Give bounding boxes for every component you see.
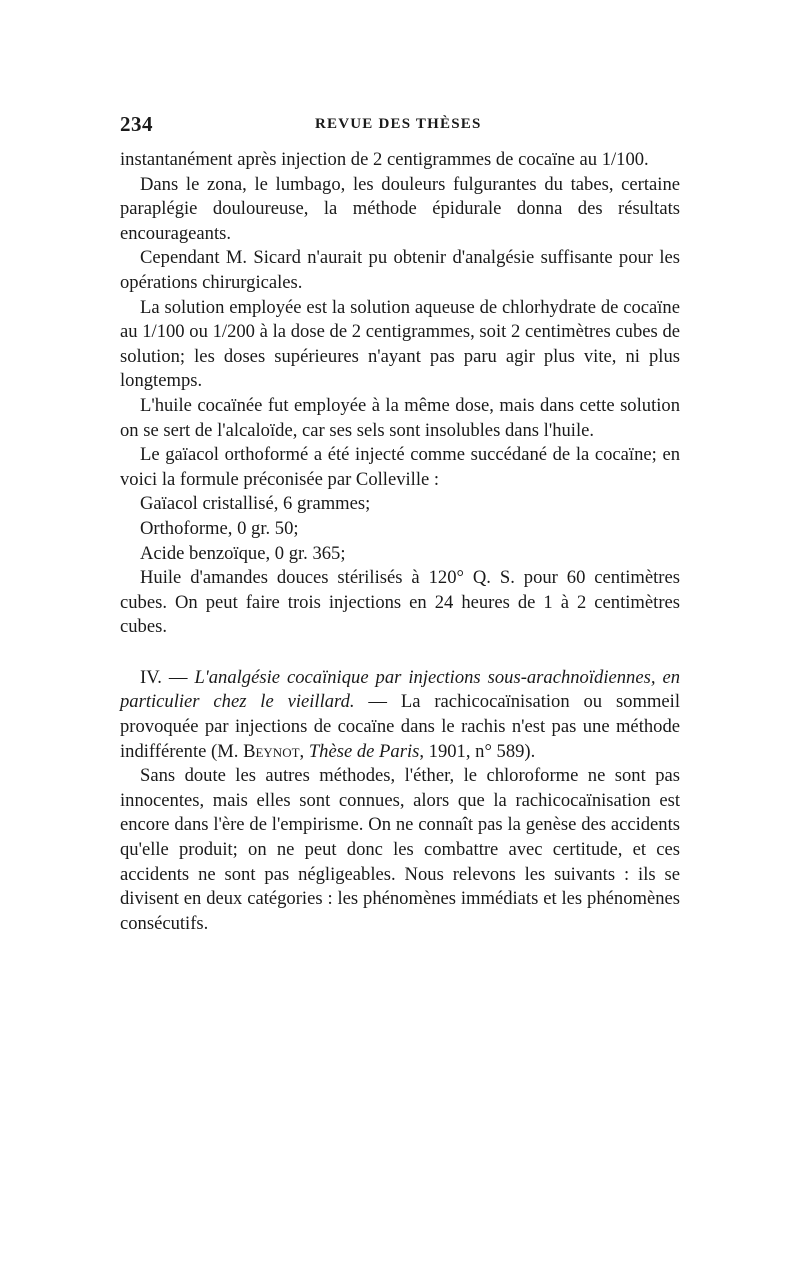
paragraph-cocaine-oil: L'huile cocaïnée fut employée à la même dose, mais dans cette solution on se sert de l'alcaloïde, car ses sels sont insolubles dans l'huile.	[120, 394, 680, 441]
paragraph-gaiacol: Le gaïacol orthoformé a été injecté comme succédané de la cocaïne; en voici la formule préconisée par Colleville :	[120, 444, 680, 490]
citation-thesis: Thèse de Paris	[308, 740, 420, 762]
page-number: 234	[120, 112, 153, 136]
section-dash: —	[368, 691, 388, 713]
section-gap	[120, 640, 680, 666]
paragraph-solution: La solution employée est la solution aqueuse de chlorhydrate de cocaïne au 1/100 ou 1/200 à la dose de 2 centigrammes, soit 2 centimètres cubes de solution; les doses supérieures n'ayant pas paru agir plus vite, ni plus longtemps.	[120, 296, 680, 392]
paragraph-sicard: Cependant M. Sicard n'aurait pu obtenir d'analgésie suffisante pour les opérations chirurgicales.	[120, 247, 680, 293]
book-page	[120, 112, 680, 936]
formula-line: Acide benzoïque, 0 gr. 365;	[140, 542, 346, 564]
formula-line: Gaïacol cristallisé, 6 grammes;	[140, 493, 371, 515]
citation-author: Beynot	[243, 740, 300, 762]
page-header	[120, 112, 680, 142]
paragraph-accidents: Sans doute les autres méthodes, l'éther, le chloroforme ne sont pas innocentes, mais elles sont connues, alors que la rachicocaïnisation est encore dans l'ère de l'empirisme. On ne connaît pas la genèse des accidents qu'elle produit; on ne peut donc les combattre avec certitude, et ces accidents ne sont pas négligeables. Nous relevons les suivants : ils se divisent en deux catégories : les phénomènes immédiats et les phénomènes consécutifs.	[120, 765, 680, 934]
formula-line: Orthoforme, 0 gr. 50;	[140, 517, 299, 539]
section-body-start: La rachicocaïnisation ou sommeil provoquée par injections de cocaïne dans le rachis n'est pas une méthode indifférente (M.	[120, 691, 680, 762]
paragraph-epidural-results: Dans le zona, le lumbago, les douleurs fulgurantes du tabes, certaine paraplégie douloureuse, la méthode épidurale donna des résultats encourageants.	[120, 173, 680, 244]
section-iv-paragraph: IV. — L'analgésie cocaïnique par injections sous-arachnoïdiennes, en particulier chez le vieillard. — La rachicocaïnisation ou sommeil provoquée par injections de cocaïne dans le rachis n'est pas une méthode indifférente (M. Beynot, Thèse de Paris, 1901, n° 589).	[120, 666, 680, 762]
section-title: L'analgésie cocaïnique par injections sous-arachnoïdiennes, en particulier chez le vieillard.	[120, 666, 680, 713]
section-number: IV. —	[140, 666, 188, 688]
paragraph-continuation: instantanément après injection de 2 centigrammes de cocaïne au 1/100.	[120, 149, 649, 170]
running-title: REVUE DES THÈSES	[315, 116, 482, 132]
citation-end: , 1901, n° 589).	[419, 740, 536, 762]
paragraph-almond-oil: Huile d'amandes douces stérilisés à 120° Q. S. pour 60 centimètres cubes. On peut faire trois injections en 24 heures de 1 à 2 centimètres cubes.	[120, 567, 680, 638]
